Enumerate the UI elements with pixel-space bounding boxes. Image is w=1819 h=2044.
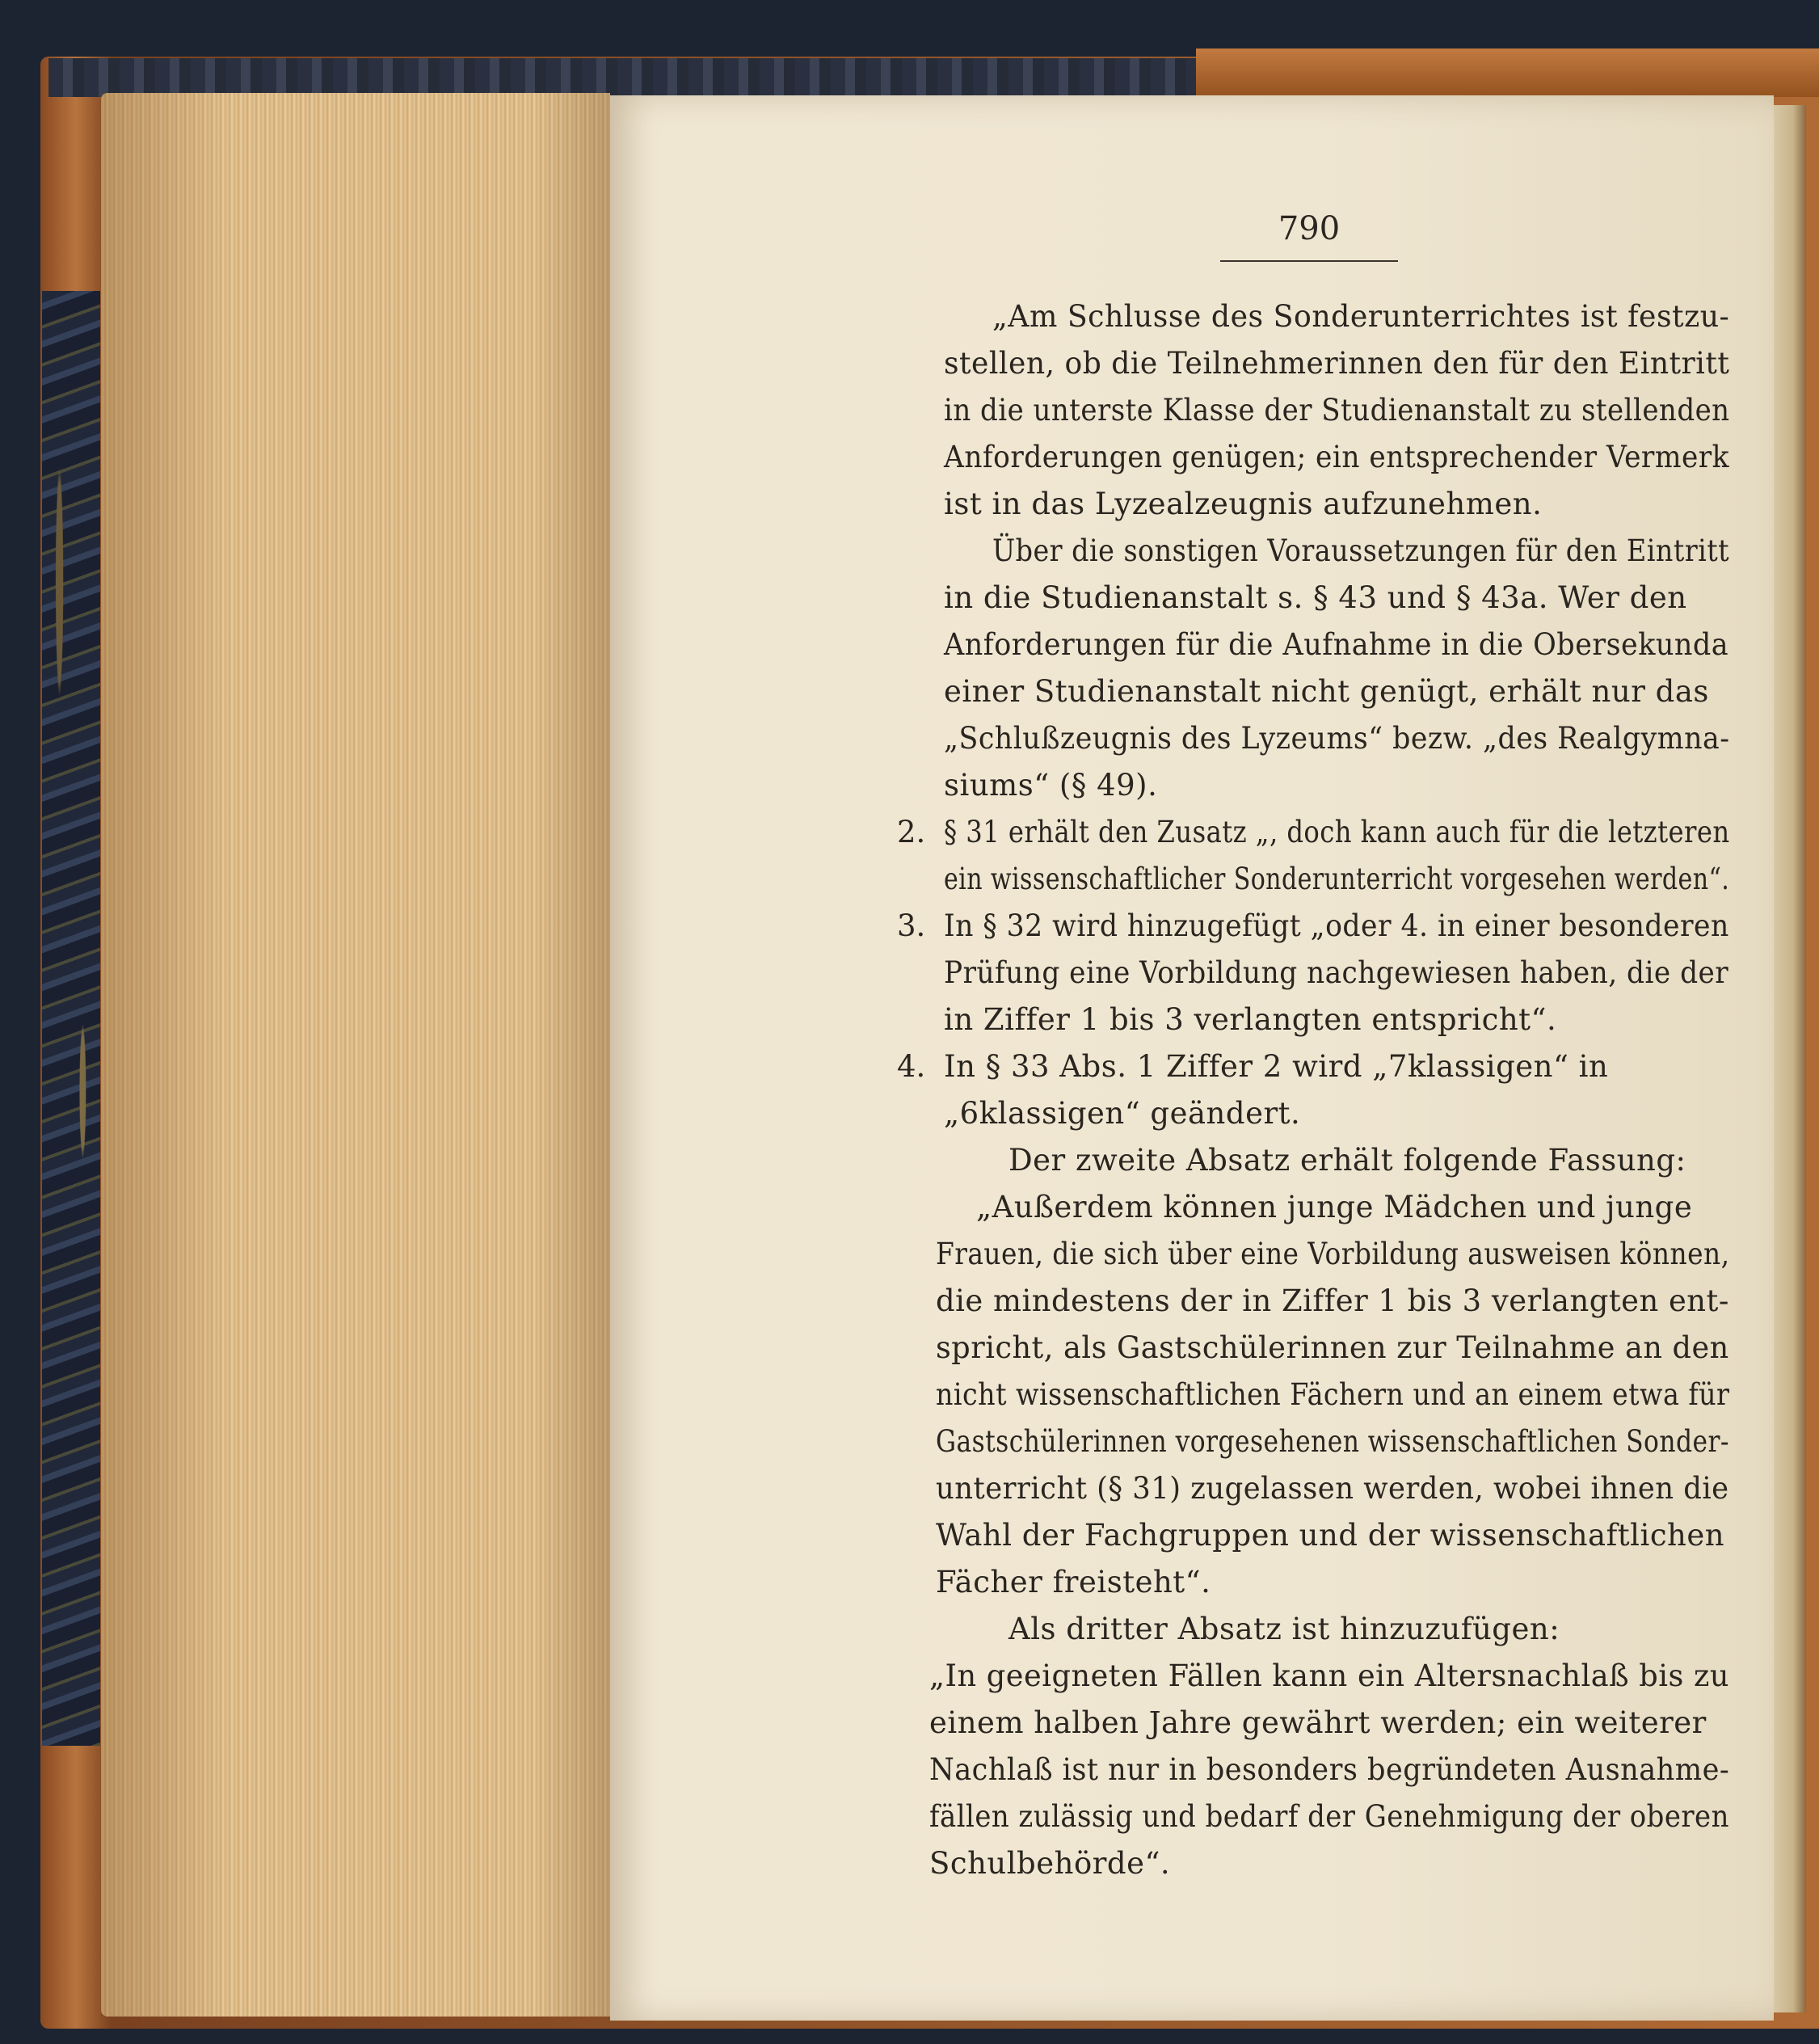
text-line: nicht wissenschaftlichen Fächern und an einem etwa für xyxy=(936,1377,1730,1412)
text-line: siums“ (§ 49). xyxy=(944,768,1158,803)
text-line: Der zweite Absatz erhält folgende Fassung: xyxy=(1008,1143,1686,1178)
text-line: „Schlußzeugnis des Lyzeums“ bezw. „des Realgymna- xyxy=(944,721,1730,756)
text-line: § 31 erhält den Zusatz „, doch kann auch für die letzteren xyxy=(944,815,1730,849)
text-line: ist in das Lyzealzeugnis aufzunehmen. xyxy=(944,487,1543,521)
text-line: in die Studienanstalt s. § 43 und § 43a. Wer den xyxy=(944,580,1687,615)
text-line: stellen, ob die Teilnehmerinnen den für den Eintritt xyxy=(944,346,1730,381)
text-line: Fächer freisteht“. xyxy=(936,1565,1211,1599)
text-line: Nachlaß ist nur in besonders begründeten Ausnahme- xyxy=(929,1752,1730,1787)
text-line: In § 33 Abs. 1 Ziffer 2 wird „7klassigen“ in xyxy=(944,1049,1609,1084)
text-line: „Außerdem können junge Mädchen und junge xyxy=(976,1190,1693,1224)
text-line: in Ziffer 1 bis 3 verlangten entspricht“. xyxy=(944,1002,1557,1037)
text-line: Anforderungen genügen; ein entsprechender Vermerk xyxy=(944,440,1730,474)
text-line: Anforderungen für die Aufnahme in die Obersekunda xyxy=(944,627,1729,662)
text-line: einer Studienanstalt nicht genügt, erhält nur das xyxy=(944,674,1709,709)
text-line: die mindestens der in Ziffer 1 bis 3 verlangten ent- xyxy=(936,1283,1729,1318)
text-line: Gastschülerinnen vorgesehenen wissenschaftlichen Sonder- xyxy=(936,1424,1729,1459)
text-line: In § 32 wird hinzugefügt „oder 4. in einer besonderen xyxy=(944,908,1729,943)
text-line: Über die sonstigen Voraussetzungen für den Eintritt xyxy=(992,533,1730,568)
text-line: „6klassigen“ geändert. xyxy=(944,1096,1301,1131)
text-line: „In geeigneten Fällen kann ein Altersnachlaß bis zu xyxy=(929,1658,1729,1693)
text-line: unterricht (§ 31) zugelassen werden, wobei ihnen die xyxy=(936,1471,1729,1506)
page-number: 790 xyxy=(1278,210,1341,247)
item-number: 2. xyxy=(897,815,926,849)
page-block-edges xyxy=(101,93,610,2017)
text-line: fällen zulässig und bedarf der Genehmigung der oberen xyxy=(929,1799,1729,1834)
text-line: Schulbehörde“. xyxy=(929,1846,1171,1881)
text-line: ein wissenschaftlicher Sonderunterricht vorgesehen werden“. xyxy=(944,862,1730,896)
text-line: Prüfung eine Vorbildung nachgewiesen haben, die der xyxy=(944,955,1729,990)
text-line: Als dritter Absatz ist hinzuzufügen: xyxy=(1008,1612,1560,1646)
text-line: in die unterste Klasse der Studienanstalt zu stellenden xyxy=(944,393,1730,428)
spine-top xyxy=(48,58,1196,97)
text-line: „Am Schlusse des Sonderunterrichtes ist festzu- xyxy=(992,299,1730,334)
text-line: spricht, als Gastschülerinnen zur Teilnahme an den xyxy=(936,1330,1729,1365)
next-page-edge xyxy=(1774,105,1806,2012)
text-line: Wahl der Fachgruppen und der wissenschaftlichen xyxy=(936,1518,1725,1553)
page-number-rule xyxy=(1220,260,1398,262)
text-line: einem halben Jahre gewährt werden; ein weiterer xyxy=(929,1705,1707,1740)
item-number: 4. xyxy=(897,1049,926,1084)
marbled-board xyxy=(42,291,100,1746)
text-line: Frauen, die sich über eine Vorbildung ausweisen können, xyxy=(936,1237,1730,1271)
item-number: 3. xyxy=(897,908,926,943)
cover-top-right xyxy=(1196,48,1819,97)
